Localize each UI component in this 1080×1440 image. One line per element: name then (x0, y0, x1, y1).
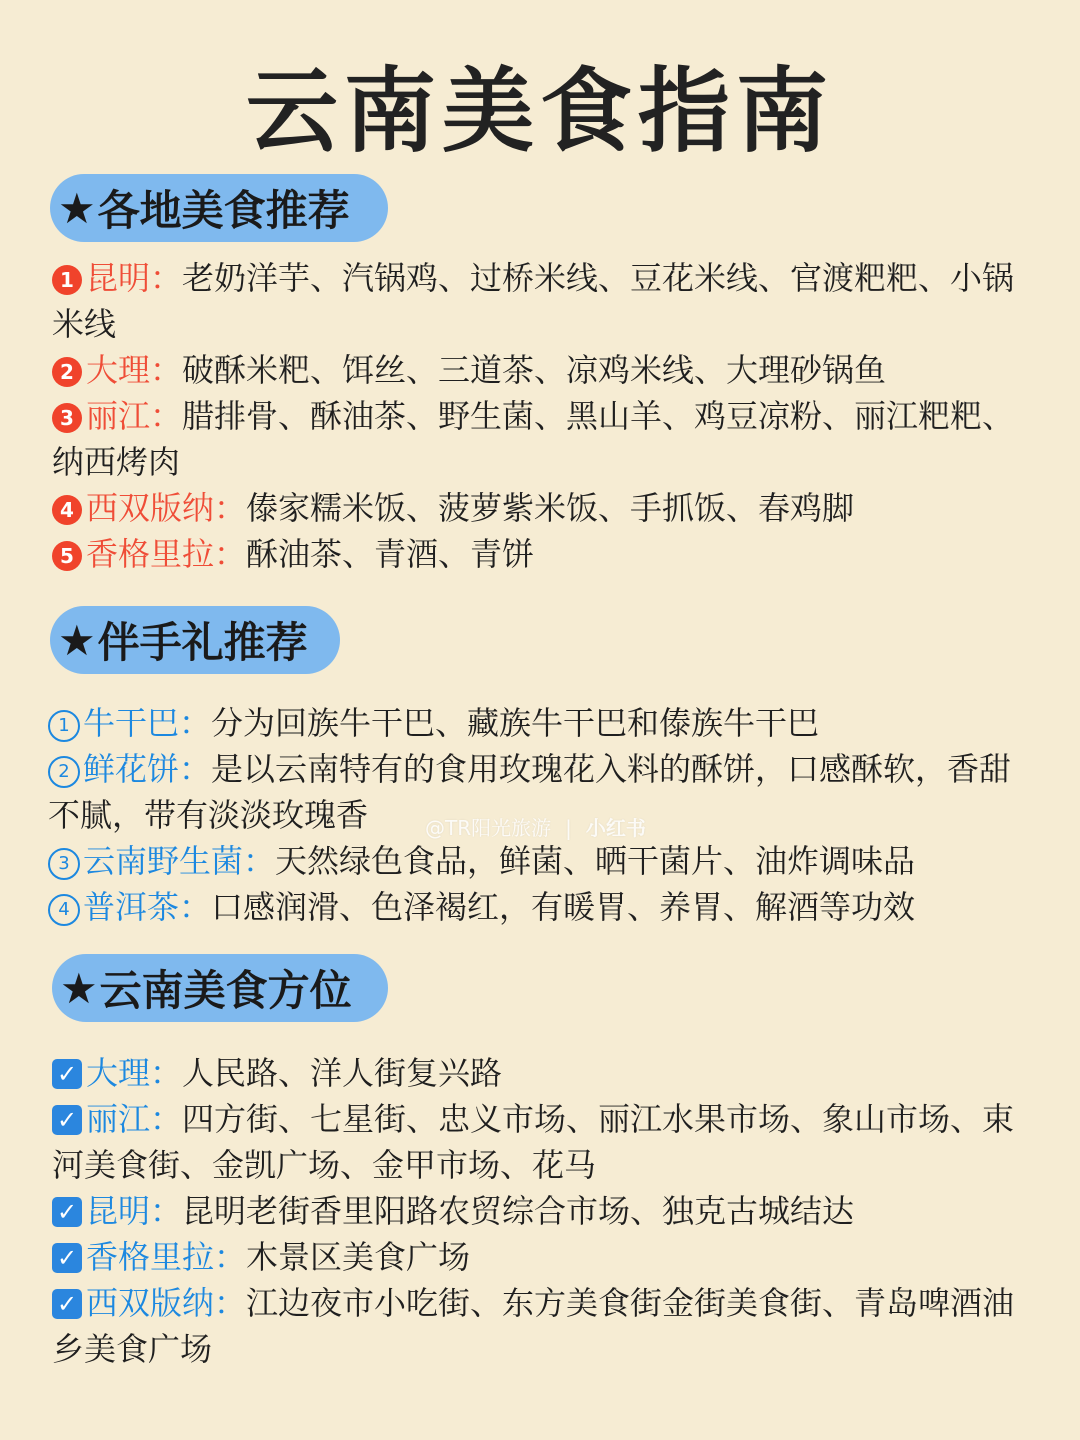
list-item (48, 884, 1023, 930)
watermark (425, 812, 646, 841)
number-circle: 3 (48, 848, 80, 880)
section-title: 伴手礼推荐 (97, 618, 308, 667)
place-label: 香格里拉： (86, 1238, 247, 1276)
list-item (52, 255, 1027, 347)
list-item (52, 485, 1027, 531)
section-title: 云南美食方位 (99, 966, 352, 1015)
gift-name: 牛干巴： (83, 704, 212, 742)
number-badge: 2 (52, 357, 82, 387)
place-label: 大理： (86, 1054, 183, 1092)
list-item (52, 1234, 1027, 1280)
item-text: 江边夜市小吃街、东方美食街金街美食街、青岛啤酒油乡美食广场 (52, 1284, 1015, 1368)
place-label: 昆明： (86, 259, 183, 297)
section-header-locations (52, 954, 388, 1022)
number-circle: 1 (48, 710, 80, 742)
checkbox-icon: ✓ (52, 1197, 82, 1227)
number-badge: 1 (52, 265, 82, 295)
list-item (48, 700, 1023, 746)
place-label: 昆明： (86, 1192, 183, 1230)
place-label: 香格里拉： (86, 535, 247, 573)
gift-name: 普洱茶： (83, 888, 212, 926)
item-text: 天然绿色食品，鲜菌、晒干菌片、油炸调味品 (275, 842, 916, 880)
watermark-brand: 小红书 (585, 816, 646, 840)
checkbox-icon: ✓ (52, 1243, 82, 1273)
place-label: 大理： (86, 351, 183, 389)
star-icon: ★ (60, 963, 98, 1013)
place-label: 西双版纳： (86, 1284, 247, 1322)
item-text: 口感润滑、色泽褐红，有暖胃、养胃、解酒等功效 (211, 888, 916, 926)
list-item (52, 1050, 1027, 1096)
gift-name: 云南野生菌： (83, 842, 276, 880)
list-item (52, 531, 1027, 577)
list-item (52, 1096, 1027, 1188)
number-badge: 4 (52, 495, 82, 525)
number-badge: 3 (52, 403, 82, 433)
star-icon: ★ (58, 615, 96, 665)
number-circle: 2 (48, 756, 80, 788)
list-item (52, 347, 1027, 393)
item-text: 老奶洋芋、汽锅鸡、过桥米线、豆花米线、官渡粑粑、小锅米线 (52, 259, 1015, 343)
number-circle: 4 (48, 894, 80, 926)
section-title: 各地美食推荐 (97, 186, 350, 235)
item-text: 傣家糯米饭、菠萝紫米饭、手抓饭、春鸡脚 (246, 489, 855, 527)
item-text: 破酥米粑、饵丝、三道茶、凉鸡米线、大理砂锅鱼 (182, 351, 887, 389)
place-label: 丽江： (86, 1100, 183, 1138)
page-title: 云南美食指南 (245, 58, 834, 165)
watermark-divider: | (565, 816, 572, 840)
list-item (52, 1188, 1027, 1234)
watermark-author: @TR阳光旅游 (425, 816, 552, 840)
item-text: 酥油茶、青酒、青饼 (246, 535, 535, 573)
location-list (52, 1050, 1027, 1372)
checkbox-icon: ✓ (52, 1105, 82, 1135)
item-text: 四方街、七星街、忠义市场、丽江水果市场、象山市场、束河美食街、金凯广场、金甲市场、花马 (52, 1100, 1015, 1184)
section-header-local (50, 174, 388, 242)
checkbox-icon: ✓ (52, 1289, 82, 1319)
local-food-list (52, 255, 1027, 577)
list-item (52, 393, 1027, 485)
section-header-gifts (50, 606, 340, 674)
item-text: 人民路、洋人街复兴路 (182, 1054, 503, 1092)
list-item (52, 1280, 1027, 1372)
gift-name: 鲜花饼： (83, 750, 212, 788)
list-item (48, 838, 1023, 884)
item-text: 分为回族牛干巴、藏族牛干巴和傣族牛干巴 (211, 704, 820, 742)
item-text: 木景区美食广场 (246, 1238, 471, 1276)
item-text: 是以云南特有的食用玫瑰花入料的酥饼，口感酥软，香甜不腻，带有淡淡玫瑰香 (48, 750, 1012, 834)
item-text: 昆明老街香里阳路农贸综合市场、独克古城结达 (182, 1192, 855, 1230)
number-badge: 5 (52, 541, 82, 571)
star-icon: ★ (58, 183, 96, 233)
place-label: 西双版纳： (86, 489, 247, 527)
place-label: 丽江： (86, 397, 183, 435)
item-text: 腊排骨、酥油茶、野生菌、黑山羊、鸡豆凉粉、丽江粑粑、纳西烤肉 (52, 397, 1015, 481)
checkbox-icon: ✓ (52, 1059, 82, 1089)
